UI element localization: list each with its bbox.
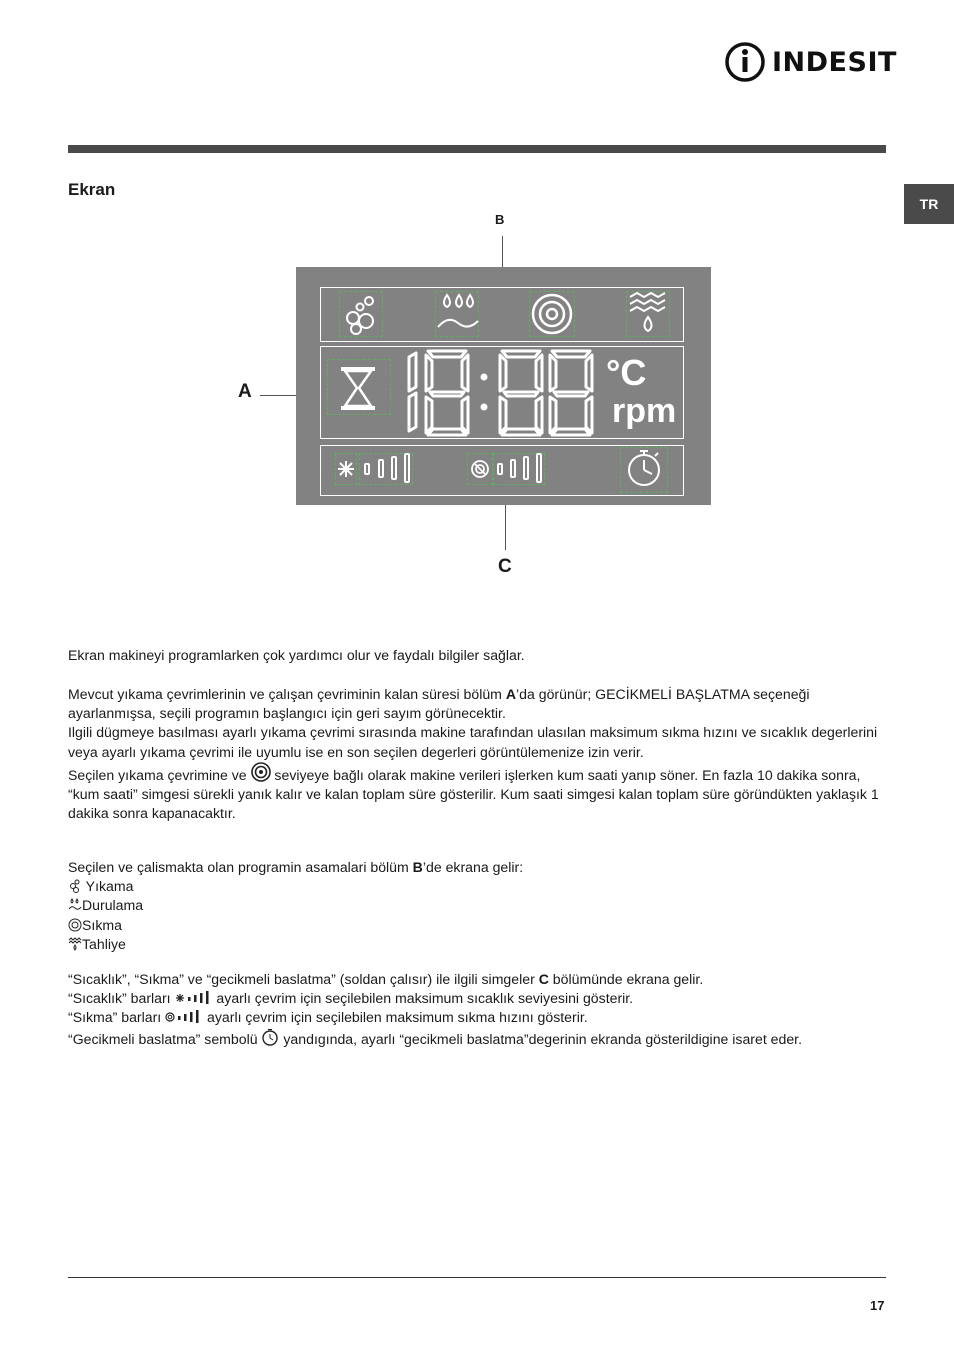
section-a-text-2: Ilgili dügmeye basılması ayarlı yıkama çevrimi sırasında makine tarafından ulasılan maksimum sıkma hızını ve sıcaklık degerlerini veya ayarlı yıkama çevrimi ile uyumlu ise en son seçilen degerleri görüntülemenize izin verir. — [68, 724, 878, 760]
phase-spin: Sıkma — [68, 916, 888, 935]
phase-drain: Tahliye — [68, 935, 888, 954]
section-c-text-4: “Gecikmeli baslatma” sembolü yandıgında, ayarlı “gecikmeli baslatma”degerinin ekranda gösterildigine isaret eder. — [68, 1028, 888, 1049]
display-graphics — [296, 267, 711, 505]
spin-bars-icon — [165, 1010, 203, 1024]
drain-small-icon — [68, 937, 82, 951]
unit-rpm: rpm — [612, 392, 677, 430]
temperature-icon — [338, 461, 354, 477]
time-digits — [409, 351, 592, 435]
unit-celsius: °C — [606, 352, 647, 393]
section-title: Ekran — [68, 180, 116, 199]
footer-rule — [68, 1277, 886, 1278]
section-c-text-3: “Sıkma” barları ayarlı çevrim için seçilebilen maksimum sıkma hızını gösterir. — [68, 1009, 588, 1026]
drain-icon — [630, 293, 665, 331]
paragraph-section-c — [68, 970, 888, 1049]
spin-level-icon — [251, 762, 271, 782]
temperature-bars-icon — [175, 991, 213, 1005]
indesit-logo-icon — [724, 40, 766, 84]
phase-rinse: Durulama — [68, 896, 888, 915]
section-c-text-1: “Sıcaklık”, “Sıkma” ve “gecikmeli baslatma” (soldan çalısır) ile ilgili simgeler C bölümünde ekrana gelir. — [68, 971, 704, 987]
rinse-icon — [438, 295, 478, 327]
wash-icon — [347, 297, 373, 334]
display-panel — [296, 267, 711, 505]
intro-text: Ekran makineyi programlarken çok yardımcı olur ve faydalı bilgiler sağlar. — [68, 647, 525, 663]
section-a-text-1: Mevcut yıkama çevrimlerinin ve çalışan çevriminin kalan süresi bölüm A’da görünür; GECİKMELİ BAŞLATMA seçeneği ayarlanmışsa, seçili programın başlangıcı için geri sayım görünecektir. — [68, 686, 810, 722]
header-rule — [68, 145, 886, 153]
temperature-bars — [365, 454, 409, 482]
section-a-text-3: Seçilen yıkama çevrimine ve seviyeye bağlı olarak makine verileri işlerken kum saati yanıp söner. En fazla 10 dakika sonra, “kum saati” simgesi sürekli yanık kalır ve kalan toplam süre gösterilir. Kum saati simgesi kalan toplam süre göründükten yaklaşık 1 dakika sonra kapanacaktır. — [68, 762, 888, 824]
hourglass-icon — [341, 367, 375, 410]
phase-wash: Yıkama — [68, 877, 888, 896]
section-c-text-2: “Sıcaklık” barları ayarlı çevrim için seçilebilen maksimum sıcaklık seviyesini gösterir. — [68, 990, 634, 1007]
label-a: A — [238, 381, 252, 402]
colon — [481, 374, 488, 411]
spin-small-icon — [472, 461, 488, 477]
paragraph-section-b — [68, 858, 888, 954]
spin-icon — [533, 295, 571, 333]
spin-bars — [498, 454, 541, 482]
digit-8-c — [550, 351, 592, 435]
wash-small-icon — [68, 879, 82, 893]
digit-1 — [409, 353, 416, 431]
delay-timer-icon — [629, 451, 659, 485]
digit-8-b — [500, 351, 542, 435]
brand-name: INDESIT — [772, 46, 897, 78]
brand-logo — [724, 40, 897, 84]
digit-8-a — [426, 351, 468, 435]
language-tab: TR — [904, 184, 954, 224]
label-b: B — [495, 212, 505, 227]
paragraph-intro — [68, 646, 888, 665]
rinse-small-icon — [68, 898, 82, 912]
label-c: C — [498, 556, 512, 577]
paragraph-section-a — [68, 685, 888, 823]
page-number: 17 — [870, 1298, 885, 1313]
delay-small-icon — [261, 1028, 279, 1046]
section-b-text: Seçilen ve çalismakta olan programin asamalari bölüm B’de ekrana gelir: — [68, 859, 524, 875]
spin-phase-icon — [68, 918, 82, 932]
